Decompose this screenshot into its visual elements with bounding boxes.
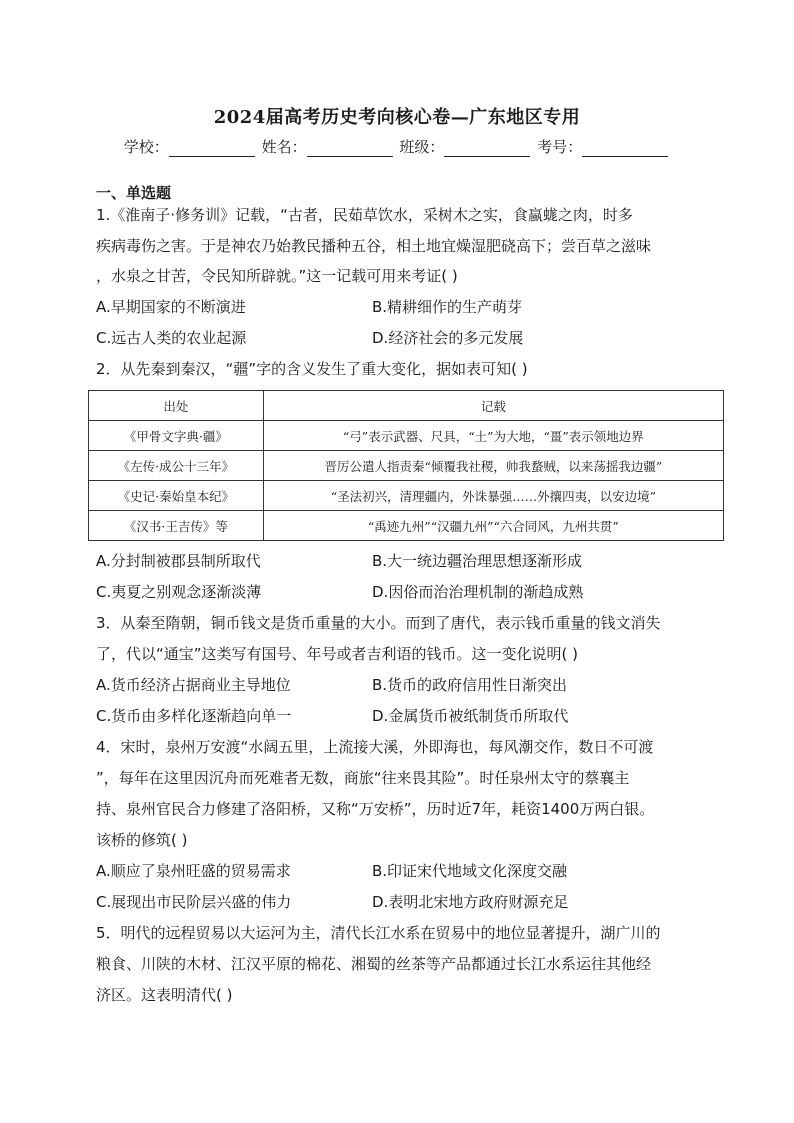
table-row: [89, 481, 724, 511]
table-row: [89, 511, 724, 541]
table-cell-record: 晋厉公遣人指责秦“倾覆我社稷，帅我蝥贼，以来荡摇我边疆”: [263, 451, 723, 481]
q2-source-table: [88, 390, 724, 541]
q4-line-3: 持、泉州官民合力修建了洛阳桥，又称“万安桥”，历时近7年，耗资1400万两白银。: [96, 800, 655, 818]
table-cell-source: 《史记·秦始皇本纪》: [89, 481, 264, 511]
table-cell-record: “禹迹九州”“汉疆九州”“六合同风，九州共贯”: [263, 511, 723, 541]
q2-line-1: 2．从先秦到秦汉，“疆”字的含义发生了重大变化，据如表可知( ): [96, 360, 528, 378]
number-label: 考号：: [537, 138, 583, 156]
q3-option-c[interactable]: C.货币由多样化逐渐趋向单一: [96, 707, 292, 725]
table-cell-record: “圣法初兴，清理疆内，外诛暴强……外攘四夷，以安边境”: [263, 481, 723, 511]
q1-line-1: 1.《淮南子·修务训》记载，“古者，民茹草饮水，采树木之实，食蠃蛖之肉，时多: [96, 206, 633, 224]
q4-option-d[interactable]: D.表明北宋地方政府财源充足: [372, 893, 569, 911]
q1-line-3: ，水泉之甘苦，令民知所辟就。”这一记载可用来考证( ): [96, 267, 458, 285]
q3-option-a[interactable]: A.货币经济占据商业主导地位: [96, 676, 291, 694]
q5-line-1: 5．明代的远程贸易以大运河为主，清代长江水系在贸易中的地位显著提升，湖广川的: [96, 924, 661, 942]
q4-option-c[interactable]: C.展现出市民阶层兴盛的伟力: [96, 893, 292, 911]
q2-option-b[interactable]: B.大一统边疆治理思想逐渐形成: [372, 552, 583, 570]
q1-option-b[interactable]: B.精耕细作的生产萌芽: [372, 298, 523, 316]
class-blank[interactable]: [444, 141, 530, 157]
class-label: 班级：: [399, 138, 445, 156]
table-header-record: 记载: [263, 391, 723, 421]
q3-option-b[interactable]: B.货币的政府信用性日渐突出: [372, 676, 568, 694]
q5-line-2: 粮食、川陕的木材、江汉平原的棉花、湘蜀的丝茶等产品都通过长江水系运往其他经: [96, 955, 652, 973]
q1-option-d[interactable]: D.经济社会的多元发展: [372, 329, 524, 347]
name-label: 姓名：: [261, 138, 307, 156]
q4-line-1: 4．宋时，泉州万安渡“水阔五里，上流接大溪，外即海也，每风潮交作，数日不可渡: [96, 738, 654, 756]
q2-option-d[interactable]: D.因俗而治治理机制的渐趋成熟: [372, 583, 584, 601]
exam-title: 2024届高考历史考向核心卷—广东地区专用: [213, 107, 581, 128]
q2-option-c[interactable]: C.夷夏之别观念逐渐淡薄: [96, 583, 262, 601]
q3-option-d[interactable]: D.金属货币被纸制货币所取代: [372, 707, 569, 725]
q5-line-3: 济区。这表明清代( ): [96, 986, 233, 1004]
q1-option-c[interactable]: C.远古人类的农业起源: [96, 329, 247, 347]
table-row: [89, 451, 724, 481]
q1-line-2: 疾病毒伤之害。于是神农乃始教民播种五谷，相土地宜燥湿肥硗高下；尝百草之滋味: [96, 237, 652, 255]
school-label: 学校：: [123, 138, 169, 156]
section-heading: 一、单选题: [96, 184, 172, 202]
table-cell-source: 《汉书·王吉传》等: [89, 511, 264, 541]
table-row: [89, 421, 724, 451]
q3-line-2: 了，代以“通宝”这类写有国号、年号或者吉利语的钱币。这一变化说明( ): [96, 645, 579, 663]
table-header-row: [89, 391, 724, 421]
number-blank[interactable]: [582, 141, 668, 157]
q2-option-a[interactable]: A.分封制被郡县制所取代: [96, 552, 261, 570]
school-blank[interactable]: [169, 141, 255, 157]
q3-line-1: 3．从秦至隋朝，铜币钱文是货币重量的大小。而到了唐代，表示钱币重量的钱文消失: [96, 614, 661, 632]
q4-line-4: 该桥的修筑( ): [96, 831, 188, 849]
q4-option-a[interactable]: A.顺应了泉州旺盛的贸易需求: [96, 862, 291, 880]
q4-line-2: ”，每年在这里因沉舟而死难者无数，商旅“往来畏其险”。时任泉州太守的蔡襄主: [96, 769, 630, 787]
table-cell-record: “弓”表示武器、尺具，“土”为大地，“畺”表示领地边界: [263, 421, 723, 451]
q4-option-b[interactable]: B.印证宋代地域文化深度交融: [372, 862, 568, 880]
table-cell-source: 《甲骨文字典·疆》: [89, 421, 264, 451]
table-header-source: 出处: [89, 391, 264, 421]
table-cell-source: 《左传·成公十三年》: [89, 451, 264, 481]
q1-option-a[interactable]: A.早期国家的不断演进: [96, 298, 246, 316]
name-blank[interactable]: [307, 141, 393, 157]
student-info-row: [0, 136, 794, 157]
